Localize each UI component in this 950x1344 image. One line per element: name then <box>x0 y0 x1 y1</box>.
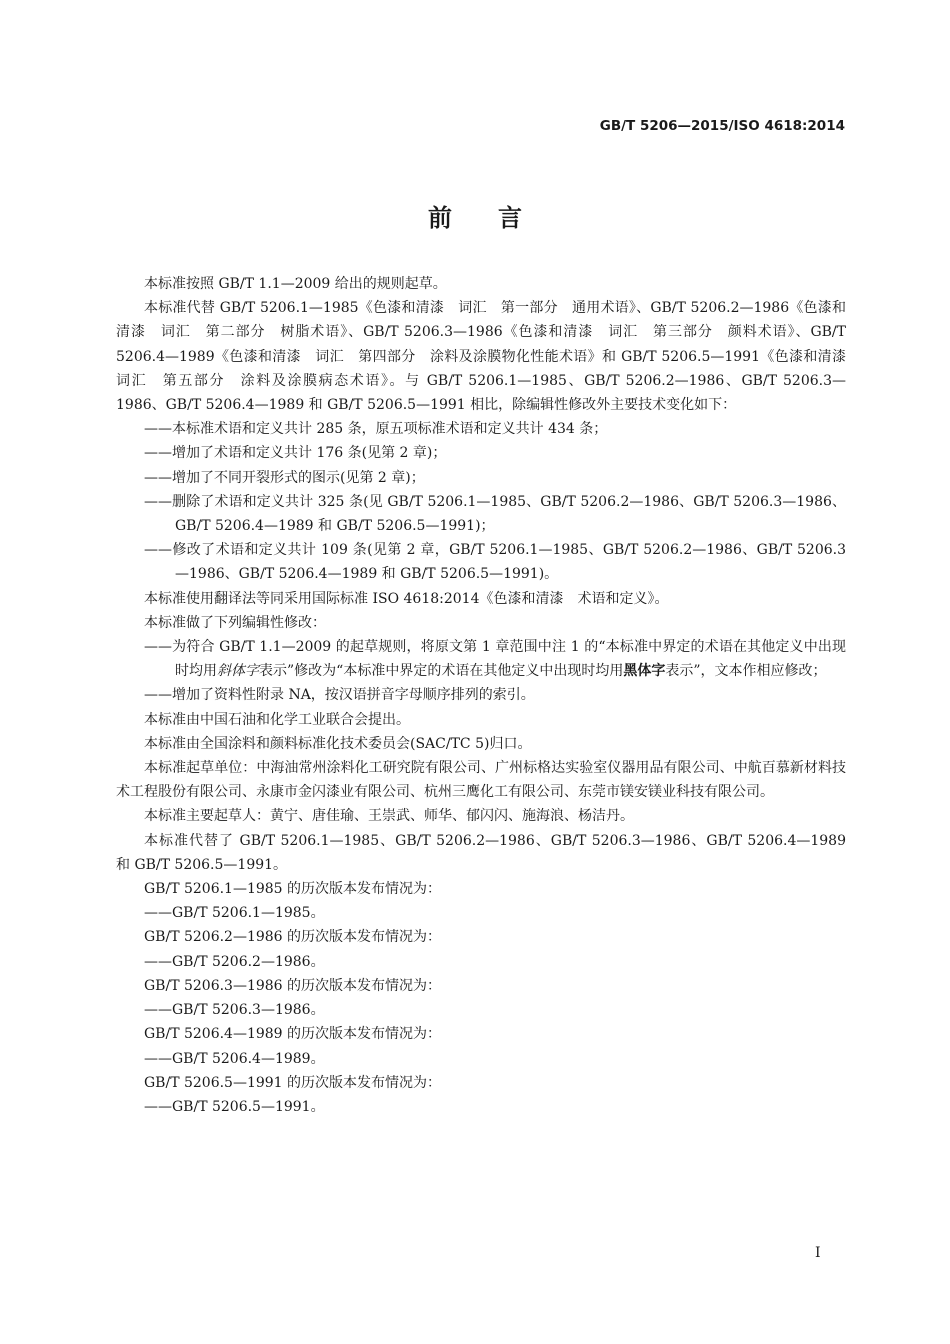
paragraph: 本标准代替了 GB/T 5206.1—1985、GB/T 5206.2—1986、GB/T 5206.3—1986、GB/T 5206.4—1989 和 GB/T 5206.5—1991。 <box>116 832 846 873</box>
foreword-body <box>116 272 860 1119</box>
list-item: —— 增加了术语和定义共计 176 条(见第 2 章)； <box>116 441 846 465</box>
list-item: —— 增加了资料性附录 NA，按汉语拼音字母顺序排列的索引。 <box>116 683 846 707</box>
list-item: —— 本标准术语和定义共计 285 条，原五项标准术语和定义共计 434 条； <box>116 417 846 441</box>
paragraph: 本标准主要起草人：黄宁、唐佳瑜、王崇武、师华、郁闪闪、施海浪、杨洁丹。 <box>144 808 634 825</box>
text-run: 为符合 GB/T 1.1—2009 的起草规则，将原文第 1 章范围中注 1 的“本标准中界定的术语在其他定义中出现时均用 <box>172 639 846 680</box>
text-run: 表示”修改为“本标准中界定的术语在其他定义中出现时均用 <box>259 663 624 680</box>
list-item: —— 修改了术语和定义共计 109 条(见第 2 章，GB/T 5206.1—1985、GB/T 5206.2—1986、GB/T 5206.3—1986、GB/T 5206.4—1989 和 GB/T 5206.5—1991)。 <box>116 538 846 586</box>
list-item: —— GB/T 5206.3—1986。 <box>116 998 846 1022</box>
paragraph: GB/T 5206.3—1986 的历次版本发布情况为： <box>144 977 442 994</box>
paragraph: 本标准由全国涂料和颜料标准化技术委员会(SAC/TC 5)归口。 <box>144 735 532 752</box>
paragraph: 本标准做了下列编辑性修改： <box>144 614 326 631</box>
list-item <box>116 635 846 683</box>
list-item: —— GB/T 5206.1—1985。 <box>116 901 846 925</box>
italic-text: 斜体字 <box>217 663 259 680</box>
paragraph: GB/T 5206.4—1989 的历次版本发布情况为： <box>144 1026 442 1043</box>
text-run: 表示”，文本作相应修改； <box>665 663 827 680</box>
paragraph: 本标准使用翻译法等同采用国际标准 ISO 4618:2014《色漆和清漆 术语和定义》。 <box>144 590 669 607</box>
list-item: —— GB/T 5206.2—1986。 <box>116 950 846 974</box>
page-number: I <box>815 1245 821 1261</box>
list-item: —— GB/T 5206.4—1989。 <box>116 1047 846 1071</box>
paragraph: 本标准起草单位：中海油常州涂料化工研究院有限公司、广州标格达实验室仪器用品有限公司、中航百慕新材料技术工程股份有限公司、永康市金闪漆业有限公司、杭州三鹰化工有限公司、东莞市镁安镁业科技有限公司。 <box>116 760 846 801</box>
list-item: —— GB/T 5206.5—1991。 <box>116 1095 846 1119</box>
document-code: GB/T 5206—2015/ISO 4618:2014 <box>599 118 845 134</box>
page-title: 前言 <box>428 204 568 232</box>
list-item: —— 增加了不同开裂形式的图示(见第 2 章)； <box>116 466 846 490</box>
paragraph: 本标准按照 GB/T 1.1—2009 给出的规则起草。 <box>144 276 447 292</box>
paragraph: GB/T 5206.5—1991 的历次版本发布情况为： <box>144 1074 442 1091</box>
paragraph: 本标准由中国石油和化学工业联合会提出。 <box>144 711 410 728</box>
list-item: —— 删除了术语和定义共计 325 条(见 GB/T 5206.1—1985、GB/T 5206.2—1986、GB/T 5206.3—1986、GB/T 5206.4—1989 和 GB/T 5206.5—1991)； <box>116 490 846 538</box>
paragraph: GB/T 5206.2—1986 的历次版本发布情况为： <box>144 929 442 946</box>
paragraph: GB/T 5206.1—1985 的历次版本发布情况为： <box>144 881 442 898</box>
bold-text: 黑体字 <box>623 663 666 680</box>
paragraph: 本标准代替 GB/T 5206.1—1985《色漆和清漆 词汇 第一部分 通用术语》、GB/T 5206.2—1986《色漆和清漆 词汇 第二部分 树脂术语》、GB/T 5206.3—1986《色漆和清漆 词汇 第三部分 颜料术语》、GB/T 5206.4—1989《色漆和清漆 词汇 第四部分 涂料及涂膜物化性能术语》和 GB/T 5206.5—1991《色漆和清漆 词汇 第五部分 涂料及涂膜病态术语》。与 GB/T 5206.1—1985、GB/T 5206.2—1986、GB/T 5206.3—1986、GB/T 5206.4—1989 和 GB/T 5206.5—1991 相比，除编辑性修改外主要技术变化如下： <box>116 300 860 414</box>
